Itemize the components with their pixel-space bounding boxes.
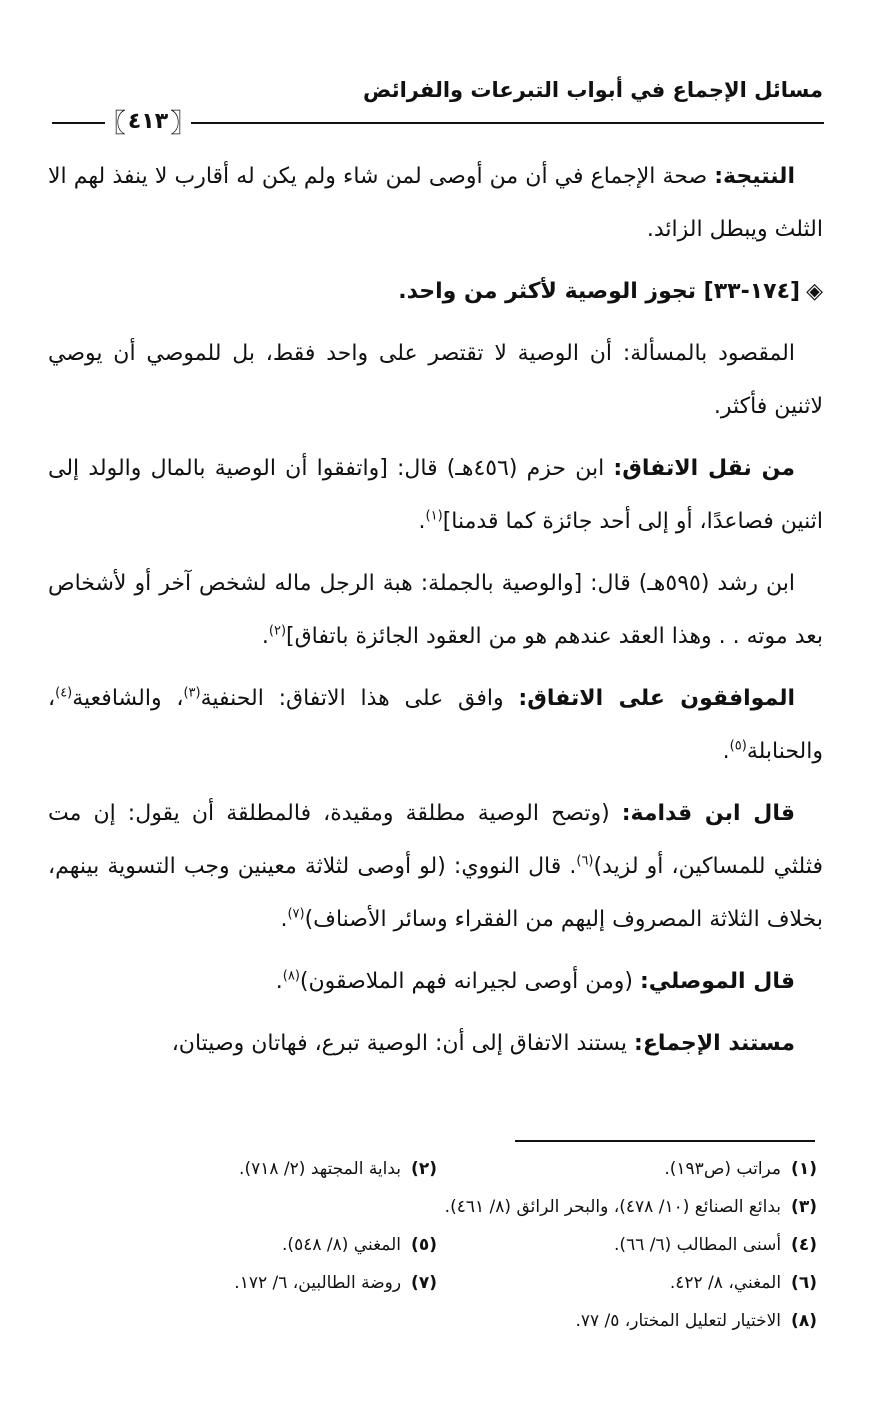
agreeing-text-2: ، والشافعية [72,686,184,711]
footnote-2 [57,1150,437,1188]
lead-mawsili: قال الموصلي: [639,969,795,994]
footnote-number: (٥) [411,1235,437,1255]
issue-heading [48,265,823,318]
footnote-7 [57,1264,437,1302]
page-number-ornament [99,101,197,141]
footnote-text: روضة الطالبين، ٦/ ١٧٢. [234,1273,402,1293]
main-text [48,150,823,1079]
period: . [722,739,730,764]
footnote-ref-4[interactable]: (٤) [55,685,73,701]
footnote-text: أسنى المطالب (٦/ ٦٦). [614,1235,782,1255]
period: . [261,624,269,649]
footnote-text: مراتب (ص١٩٣). [664,1159,782,1179]
paragraph-intent-text: المقصود بالمسألة: أن الوصية لا تقتصر على واحد فقط، بل للموصي أن يوصي لاثنين فأكثر. [48,341,823,419]
ibn-qudama-text: (وتصح الوصية مطلقة ومقيدة، فالمطلقة أن يقول: إن مت فثلثي للمساكين، أو لزيد) [48,801,823,879]
footnote-number: (٧) [411,1273,437,1293]
footnote-ref-2[interactable]: (٢) [268,623,287,639]
page-number: ٤١٣ [127,108,169,134]
footnote-ref-8[interactable]: (٨) [282,968,300,984]
footnote-row [57,1150,817,1188]
period: . [275,969,283,994]
period: . [418,509,426,534]
paragraph-mawsili [48,955,823,1008]
agreeing-text-3: ، والحنابلة [48,686,823,764]
footnote-1 [437,1150,817,1188]
paragraph-basis [48,1017,823,1070]
footnotes [57,1150,817,1340]
footnote-ref-1[interactable]: (١) [425,508,443,524]
paragraph-result [48,150,823,256]
running-header-title: مسائل الإجماع في أبواب التبرعات والفرائض [363,78,823,102]
footnote-row [57,1226,817,1264]
footnote-ref-5[interactable]: (٥) [729,738,747,754]
paragraph-transmitters-text: ابن حزم (٤٥٦هـ) قال: [واتفقوا أن الوصية بالمال والولد إلى اثنين فصاعدًا، أو إلى أحد جائزة كما قدمنا] [48,456,823,534]
footnote-8 [575,1302,817,1340]
footnote-5 [57,1226,437,1264]
issue-heading-text: [١٧٤-٣٣] تجوز الوصية لأكثر من واحد. [398,279,801,304]
paragraph-ibn-qudama [48,787,823,946]
lead-result: النتيجة: [714,164,795,189]
footnote-3 [445,1188,817,1226]
footnote-text: المغني، ٨/ ٤٢٢. [669,1273,782,1293]
basis-text: يستند الاتفاق إلى أن: الوصية تبرع، فهاتان وصيتان، [171,1031,635,1056]
footnote-text: المغني (٨/ ٥٤٨). [282,1235,402,1255]
footnote-ref-3[interactable]: (٣) [183,685,201,701]
footnote-4 [437,1226,817,1264]
footnote-text: الاختيار لتعليل المختار، ٥/ ٧٧. [575,1311,782,1331]
ornament-bracket-right: 〖 [170,108,197,139]
footnote-number: (١) [791,1159,817,1179]
footnote-row [57,1188,817,1226]
footnote-text: بداية المجتهد (٢/ ٧١٨). [239,1159,402,1179]
mawsili-text: (ومن أوصى لجيرانه فهم الملاصقون) [299,969,640,994]
footnote-rule [515,1140,815,1142]
lead-agreeing: الموافقون على الاتفاق: [518,686,795,711]
paragraph-transmitters [48,442,823,548]
lead-ibn-qudama: قال ابن قدامة: [621,801,795,826]
paragraph-ibn-rushd [48,557,823,663]
paragraph-result-text: صحة الإجماع في أن من أوصى لمن شاء ولم يكن له أقارب لا ينفذ لهم الا الثلث ويبطل الزائد. [48,164,823,242]
paragraph-agreeing [48,672,823,778]
footnote-ref-7[interactable]: (٧) [287,906,305,922]
footnote-row [57,1302,817,1340]
paragraph-ibn-rushd-text: ابن رشد (٥٩٥هـ) قال: [والوصية بالجملة: هبة الرجل ماله لشخص آخر أو لأشخاص بعد موته . . وهذا العقد عندهم هو من العقود الجائزة باتفاق] [48,571,823,649]
page-number-frame [100,103,196,140]
agreeing-text-1: وافق على هذا الاتفاق: الحنفية [200,686,519,711]
footnote-number: (٤) [791,1235,817,1255]
paragraph-intent [48,327,823,433]
ornament-bracket-left: 〗 [99,108,126,139]
nawawi-text: . قال النووي: (لو أوصى لثلاثة معينين وجب التسوية بينهم، بخلاف الثلاثة المصروف إليهم من الفقراء وسائر الأصناف) [48,854,823,932]
lead-transmitters: من نقل الاتفاق: [613,456,796,481]
footnote-number: (٢) [411,1159,437,1179]
footnote-number: (٦) [791,1273,817,1293]
footnote-6 [437,1264,817,1302]
footnote-text: بدائع الصنائع (١٠/ ٤٧٨)، والبحر الرائق (٨/ ٤٦١). [444,1197,782,1217]
period: . [280,907,288,932]
footnote-number: (٨) [791,1311,817,1331]
lead-basis: مستند الإجماع: [634,1031,795,1056]
diamond-bullet-icon: ◈ [806,279,823,304]
footnote-ref-6[interactable]: (٦) [576,853,594,869]
footnote-row [57,1264,817,1302]
footnote-number: (٣) [791,1197,817,1217]
